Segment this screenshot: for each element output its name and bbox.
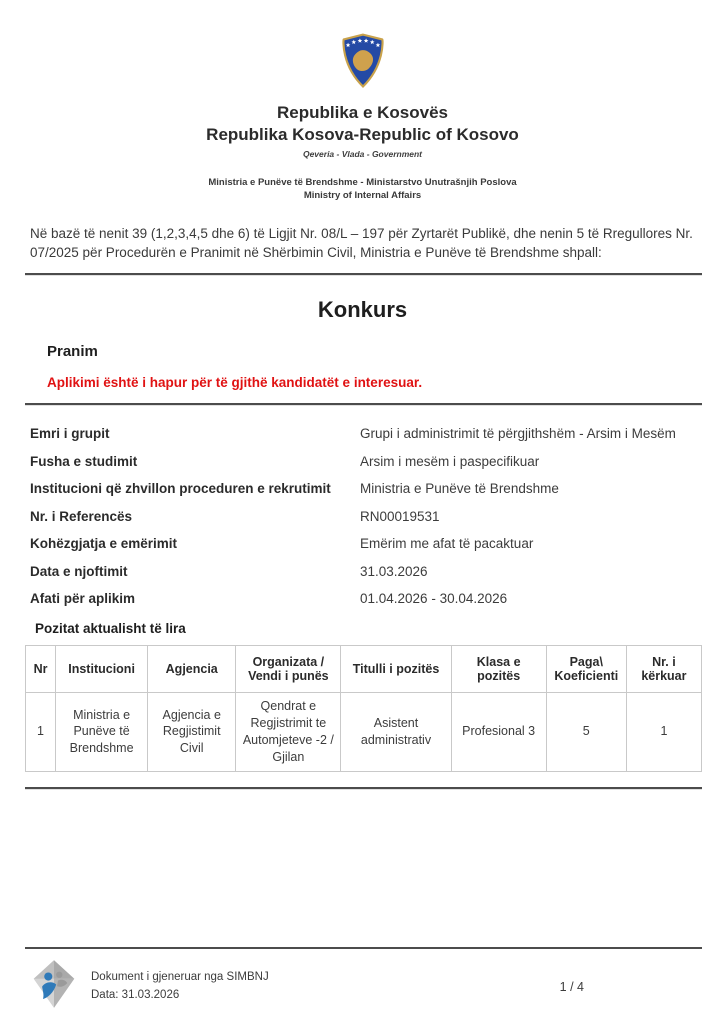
cell-nr: 1 [26,693,56,772]
detail-row-study-field [30,455,695,469]
page-number: 1 / 4 [559,979,584,994]
generation-date-text: Data: 31.03.2026 [91,988,180,1001]
positions-table [25,645,702,772]
detail-value: Grupi i administrimit të përgjithshëm - Arsim i Mesëm [360,426,676,442]
table-header-row [26,646,702,693]
column-header-salary-coefficient: Paga\ Koeficienti [546,646,626,693]
divider [25,787,702,790]
simbnj-logo-icon [32,958,76,1015]
detail-label: Kohëzgjatja e emërimit [30,536,178,552]
ministry-name-bilingual: Ministria e Punëve të Brendshme - Ministarstvo Unutrašnjih Poslova [208,177,517,189]
detail-label: Fusha e studimit [30,453,138,469]
cell-organization: Qendrat e Regjistrimit te Automjeteve -2 / Gjilan [236,693,341,772]
cell-institution: Ministria e Punëve të Brendshme [56,693,148,772]
detail-label: Afati për aplikim [30,591,136,607]
detail-row-group-name [30,427,695,441]
column-header-agency: Agjencia [148,646,236,693]
positions-heading: Pozitat aktualisht të lira [35,621,186,637]
detail-row-reference-number [30,510,695,524]
detail-label: Institucioni që zhvillon proceduren e rekrutimit [30,481,331,497]
detail-value: 01.04.2026 - 30.04.2026 [360,591,508,607]
column-header-institution: Institucioni [56,646,148,693]
detail-row-institution [30,482,695,496]
detail-row-announcement-date [30,565,695,579]
detail-value: 31.03.2026 [360,563,428,579]
footer-generation-info [91,969,269,1004]
generated-by-text: Dokument i gjeneruar nga SIMBNJ [91,971,269,984]
divider [25,403,702,406]
detail-value: RN00019531 [360,508,440,524]
detail-label: Data e njoftimit [30,563,128,579]
republic-title-english: Republika Kosova-Republic of Kosovo [206,125,519,145]
legal-basis-paragraph: Në bazë të nenit 39 (1,2,3,4,5 dhe 6) të Ligjit Nr. 08/L – 197 për Zyrtarët Publikë, dhe nenin 5 të Rregullores Nr. 07/2025 për Procedurën e Pranimit në Shërbimin Civil, Ministria e Punëve të Brendshme shpall: [30,225,693,260]
open-notice: Aplikimi është i hapur për të gjithë kandidatët e interesuar. [47,375,423,391]
cell-salary-coefficient: 5 [546,693,626,772]
vacancy-details [30,427,695,606]
announcement-subtitle: Pranim [47,343,98,361]
table-row [26,693,702,772]
column-header-organization: Organizata / Vendi i punës [236,646,341,693]
document-footer [25,947,702,1015]
divider [25,273,702,276]
cell-position-title: Asistent administrativ [341,693,451,772]
column-header-nr: Nr [26,646,56,693]
kosovo-coat-of-arms-icon [336,32,390,95]
column-header-position-title: Titulli i pozitës [341,646,451,693]
detail-value: Arsim i mesëm i paspecifikuar [360,453,540,469]
government-line: Qeveria - Vlada - Government [302,149,423,160]
detail-label: Emri i grupit [30,426,110,442]
detail-label: Nr. i Referencës [30,508,133,524]
detail-row-appointment-duration [30,537,695,551]
column-header-number-required: Nr. i kërkuar [626,646,701,693]
column-header-position-class: Klasa e pozitës [451,646,546,693]
detail-value: Ministria e Punëve të Brendshme [360,481,559,497]
detail-value: Emërim me afat të pacaktuar [360,536,534,552]
ministry-name-english: Ministry of Internal Affairs [303,190,422,202]
detail-row-application-deadline [30,592,695,606]
document-header [0,0,725,203]
republic-title-albanian: Republika e Kosovës [276,103,448,122]
cell-position-class: Profesional 3 [451,693,546,772]
cell-agency: Agjencia e Regjistimit Civil [148,693,236,772]
announcement-title: Konkurs [317,297,408,323]
cell-number-required: 1 [626,693,701,772]
